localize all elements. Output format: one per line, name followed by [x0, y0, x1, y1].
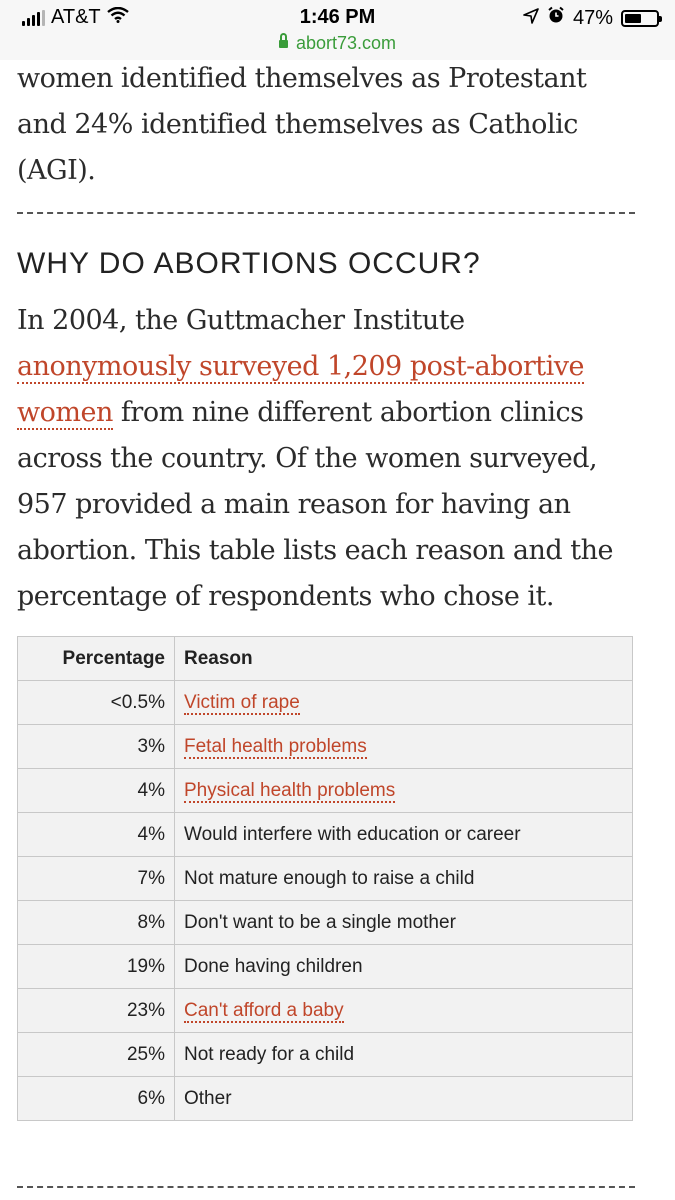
row-percentage: 3% — [18, 725, 175, 769]
intro-paragraph — [17, 298, 635, 620]
row-percentage: 25% — [18, 1033, 175, 1077]
row-percentage: 23% — [18, 989, 175, 1033]
row-reason: Not mature enough to raise a child — [175, 857, 633, 901]
section-heading: WHY DO ABORTIONS OCCUR? — [17, 247, 481, 280]
row-reason: Would interfere with education or career — [175, 813, 633, 857]
row-reason — [175, 989, 633, 1033]
table-row — [18, 769, 633, 813]
battery-percent: 47% — [572, 6, 613, 29]
table-row — [18, 901, 633, 945]
row-reason: Done having children — [175, 945, 633, 989]
table-header-row — [18, 637, 633, 681]
location-arrow-icon — [523, 7, 539, 30]
table-row — [18, 945, 633, 989]
row-reason: Don't want to be a single mother — [175, 901, 633, 945]
reasons-table — [17, 636, 633, 1121]
carrier-label: AT&T — [51, 6, 101, 28]
row-percentage: 7% — [18, 857, 175, 901]
status-bar — [0, 0, 675, 60]
row-percentage: 6% — [18, 1077, 175, 1121]
row-percentage: 19% — [18, 945, 175, 989]
header-percentage: Percentage — [18, 637, 175, 681]
table-row — [18, 813, 633, 857]
reason-link-victim-of-rape[interactable]: Victim of rape — [184, 691, 300, 713]
address-bar[interactable] — [0, 33, 675, 54]
table-row — [18, 989, 633, 1033]
survey-link[interactable]: anonymously surveyed 1,209 post-abortive women — [17, 351, 584, 428]
top-paragraph: women identified themselves as Protestant and 24% identified themselves as Catholic (AGI). — [17, 63, 587, 186]
section-divider — [17, 212, 635, 214]
url-text: abort73.com — [295, 33, 397, 53]
battery-icon — [621, 10, 659, 27]
row-percentage: 4% — [18, 813, 175, 857]
reason-link-physical-health[interactable]: Physical health problems — [184, 779, 396, 801]
status-right — [523, 6, 659, 30]
header-reason: Reason — [175, 637, 633, 681]
row-percentage: <0.5% — [18, 681, 175, 725]
row-percentage: 8% — [18, 901, 175, 945]
alarm-icon — [547, 6, 565, 30]
row-reason: Not ready for a child — [175, 1033, 633, 1077]
table-row — [18, 1033, 633, 1077]
article — [17, 56, 635, 1121]
intro-text-after: from nine different abortion clinics across the country. Of the women surveyed, 957 provided a main reason for having an abortion. This table lists each reason and the percentage of respondents who chose it. — [17, 397, 613, 612]
clock: 1:46 PM — [299, 6, 376, 28]
lock-icon — [279, 40, 288, 48]
row-reason: Other — [175, 1077, 633, 1121]
row-reason — [175, 725, 633, 769]
table-row — [18, 681, 633, 725]
reason-link-fetal-health[interactable]: Fetal health problems — [184, 735, 367, 757]
row-reason — [175, 769, 633, 813]
table-row — [18, 857, 633, 901]
row-percentage: 4% — [18, 769, 175, 813]
table-row — [18, 725, 633, 769]
table-row — [18, 1077, 633, 1121]
intro-text-before: In 2004, the Guttmacher Institute — [17, 305, 465, 336]
row-reason — [175, 681, 633, 725]
reason-link-cant-afford[interactable]: Can't afford a baby — [184, 999, 344, 1021]
bottom-divider — [17, 1186, 635, 1188]
